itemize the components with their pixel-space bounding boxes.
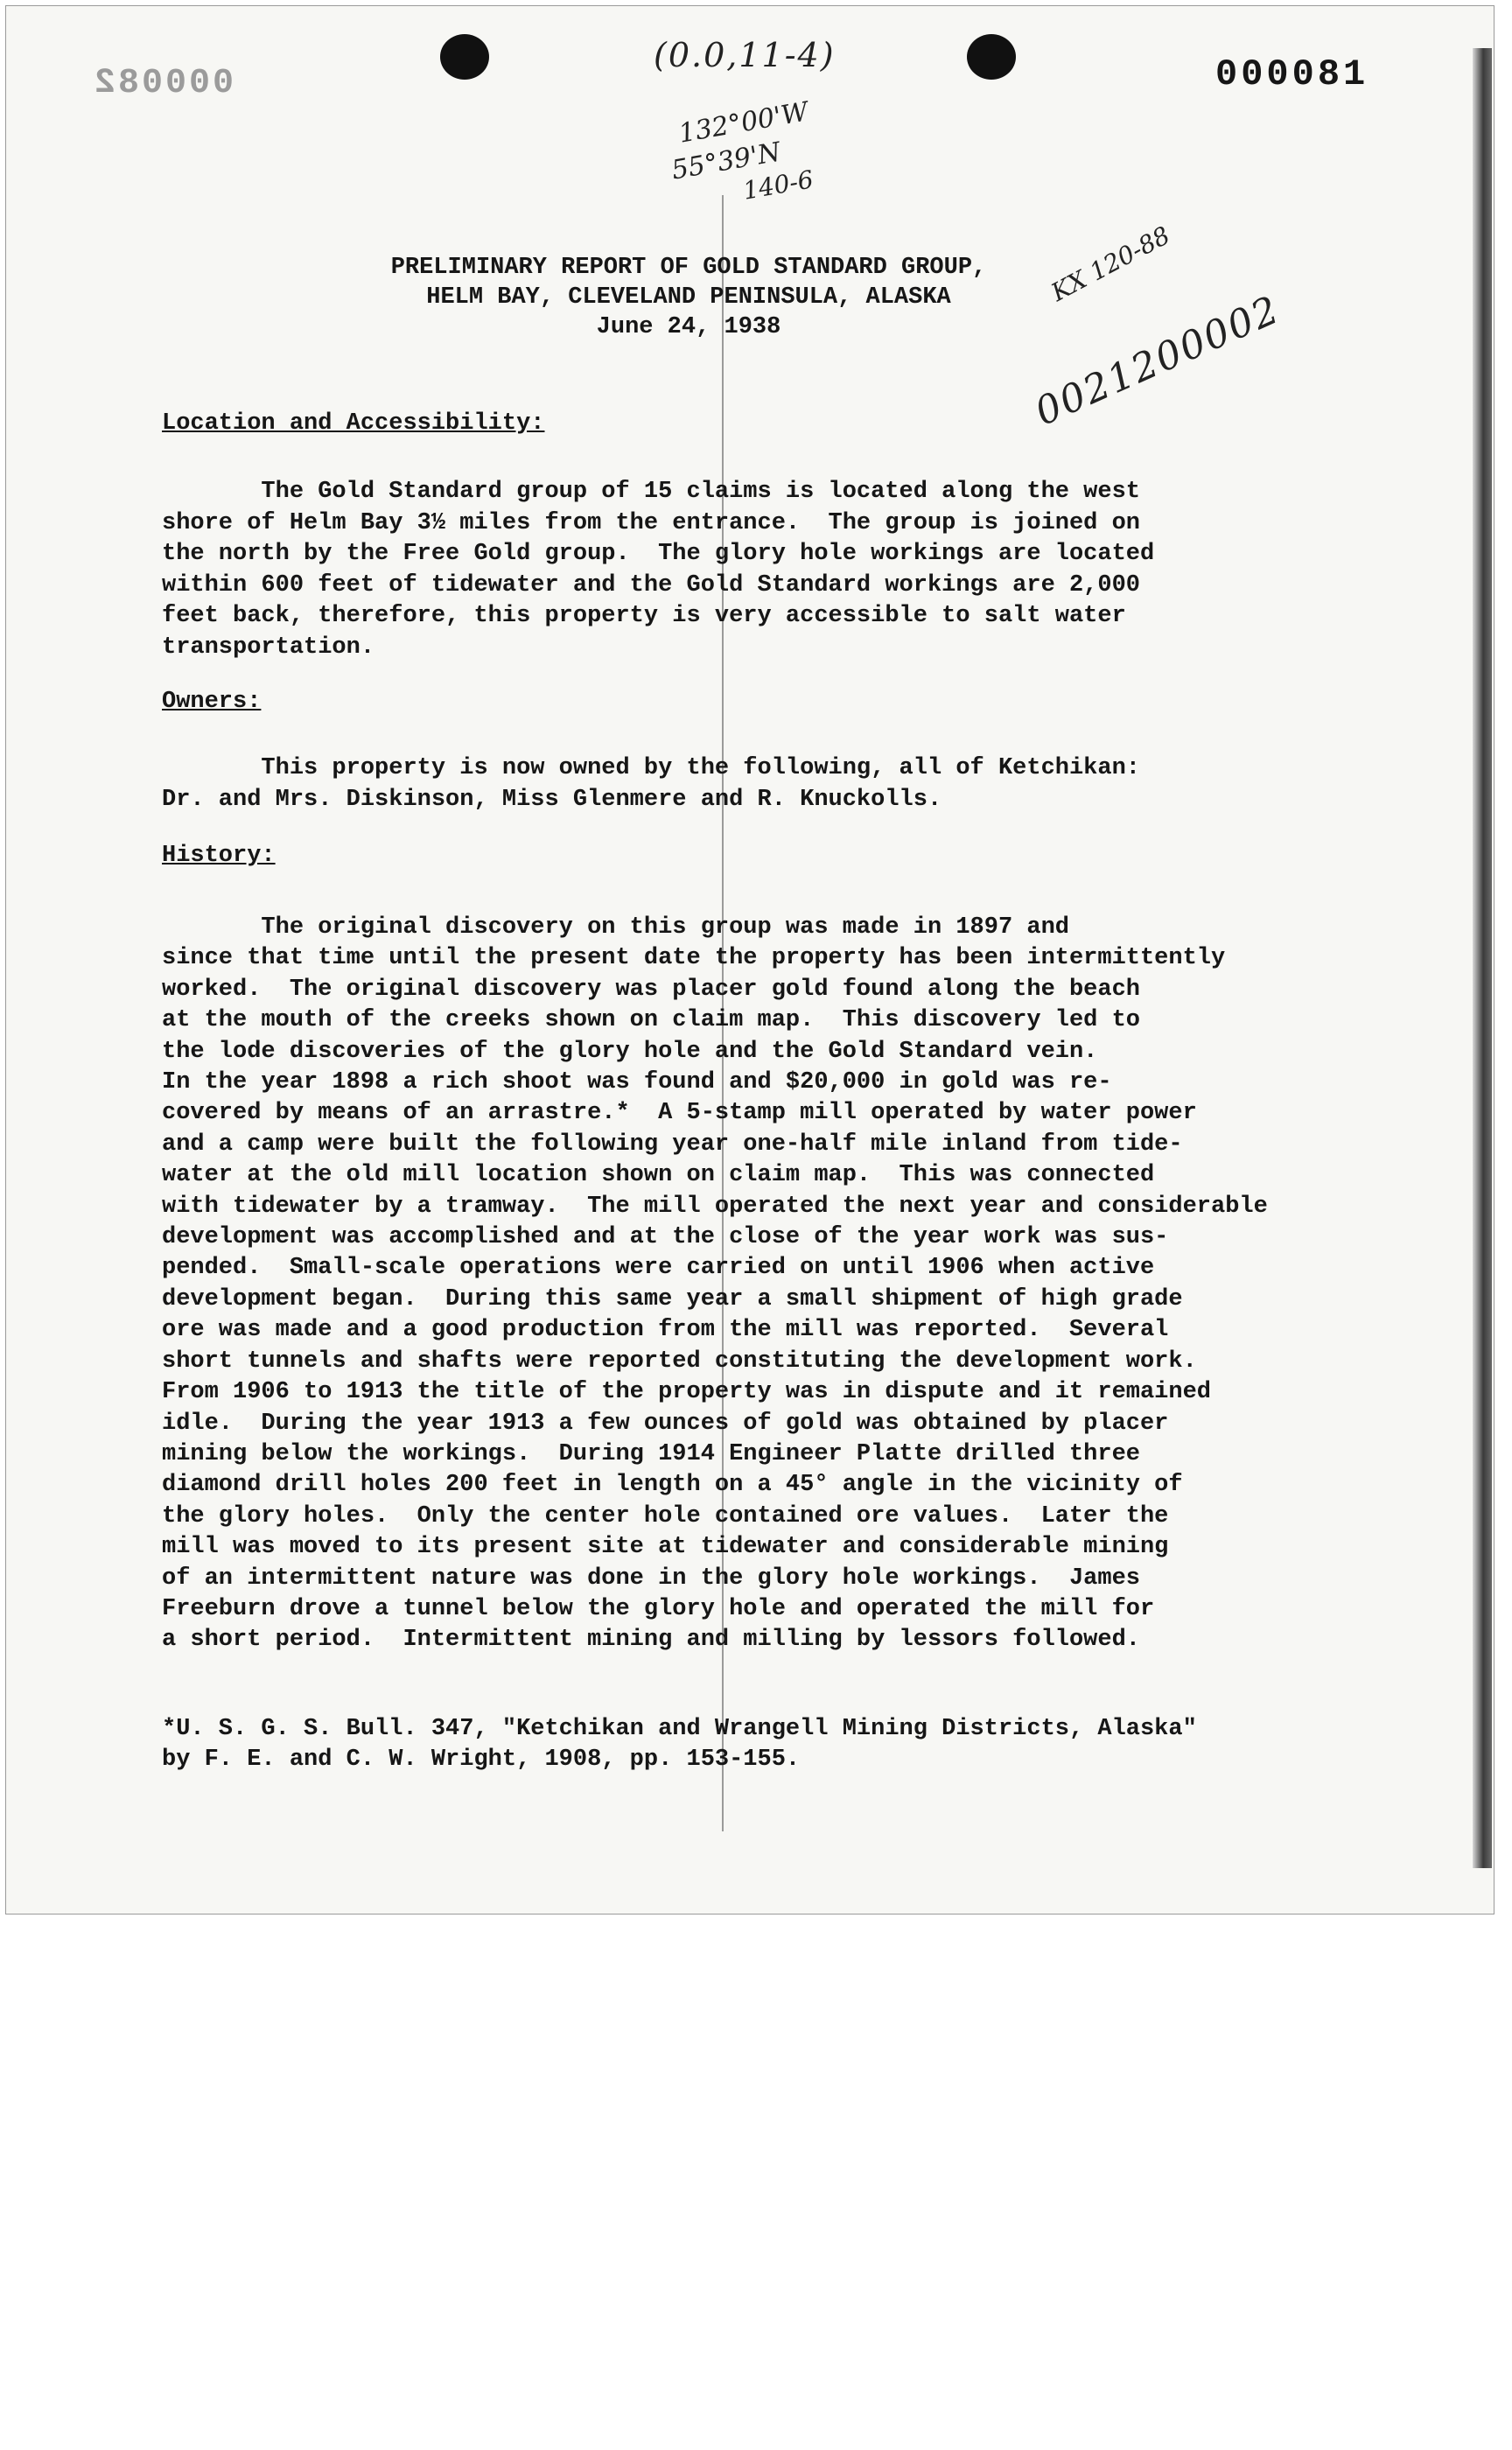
report-title xyxy=(295,253,1082,342)
text-line: since that time until the present date the property has been intermittently xyxy=(162,945,1226,972)
punch-hole-left xyxy=(440,34,489,80)
text-line: the north by the Free Gold group. The glory hole workings are located xyxy=(162,541,1155,567)
history-heading: History: xyxy=(162,843,276,869)
footnote-line: *U. S. G. S. Bull. 347, "Ketchikan and Wrangell Mining Districts, Alaska" xyxy=(162,1716,1197,1742)
report-date: June 24, 1938 xyxy=(596,314,781,340)
text-line: mining below the workings. During 1914 Engineer Platte drilled three xyxy=(162,1440,1140,1467)
owners-heading: Owners: xyxy=(162,689,262,715)
page-edge-shadow xyxy=(1473,48,1492,1868)
text-line: the lode discoveries of the glory hole and the Gold Standard vein. xyxy=(162,1038,1098,1065)
text-line: The Gold Standard group of 15 claims is located along the west xyxy=(162,479,1140,505)
text-line: In the year 1898 a rich shoot was found and $20,000 in gold was re- xyxy=(162,1069,1112,1096)
footnote xyxy=(162,1714,1404,1775)
text-line: within 600 feet of tidewater and the Gold Standard workings are 2,000 xyxy=(162,571,1140,598)
text-line: a short period. Intermittent mining and milling by lessors followed. xyxy=(162,1627,1140,1654)
bleed-through-number: 000082 xyxy=(92,64,234,103)
text-line: Dr. and Mrs. Diskinson, Miss Glenmere and R. Knuckolls. xyxy=(162,786,942,813)
handwritten-kx-code: KX 120-88 xyxy=(1046,220,1175,307)
text-line: development was accomplished and at the close of the year work was sus- xyxy=(162,1224,1169,1251)
text-line: transportation. xyxy=(162,634,375,661)
handwritten-latitude: 55°39'N xyxy=(668,136,783,186)
text-line: short tunnels and shafts were reported constituting the development work. xyxy=(162,1348,1197,1375)
text-line: pended. Small-scale operations were carried on until 1906 when active xyxy=(162,1255,1155,1282)
handwritten-file-number: 0021200002 xyxy=(1028,287,1287,435)
text-line: covered by means of an arrastre.* A 5-stamp mill operated by water power xyxy=(162,1100,1197,1127)
text-line: This property is now owned by the following, all of Ketchikan: xyxy=(162,755,1140,781)
handwritten-longitude: 132°00'W xyxy=(676,96,811,150)
text-line: water at the old mill location shown on claim map. This was connected xyxy=(162,1162,1155,1189)
text-line: mill was moved to its present site at tidewater and considerable mining xyxy=(162,1534,1169,1561)
text-line: development began. During this same year a small shipment of high grade xyxy=(162,1285,1183,1312)
handwritten-file-code: (0.0,11-4) xyxy=(654,36,836,74)
text-line: feet back, therefore, this property is very accessible to salt water xyxy=(162,603,1126,629)
text-line: of an intermittent nature was done in the glory hole workings. James xyxy=(162,1564,1140,1592)
text-line: The original discovery on this group was made in 1897 and xyxy=(162,914,1069,941)
text-line: shore of Helm Bay 3½ miles from the entrance. The group is joined on xyxy=(162,509,1140,536)
location-heading: Location and Accessibility: xyxy=(162,410,545,437)
title-subtitle-line: HELM BAY, CLEVELAND PENINSULA, ALASKA xyxy=(426,284,951,311)
text-line: and a camp were built the following year one-half mile inland from tide- xyxy=(162,1130,1183,1158)
text-line: worked. The original discovery was placer gold found along the beach xyxy=(162,976,1140,1003)
document-page xyxy=(5,5,1494,1914)
text-line: at the mouth of the creeks shown on claim map. This discovery led to xyxy=(162,1007,1140,1034)
text-line: idle. During the year 1913 a few ounces of gold was obtained by placer xyxy=(162,1410,1169,1437)
location-paragraph xyxy=(162,477,1404,663)
text-line: Freeburn drove a tunnel below the glory hole and operated the mill for xyxy=(162,1595,1155,1622)
title-line: PRELIMINARY REPORT OF GOLD STANDARD GROUP, xyxy=(390,255,987,281)
punch-hole-right xyxy=(967,34,1016,80)
document-number-stamp: 000081 xyxy=(1215,53,1369,95)
text-line: ore was made and a good production from the mill was reported. Several xyxy=(162,1317,1169,1344)
text-line: with tidewater by a tramway. The mill operated the next year and considerable xyxy=(162,1193,1268,1220)
handwritten-reference: 140-6 xyxy=(740,164,816,206)
owners-paragraph xyxy=(162,753,1404,816)
history-paragraph xyxy=(162,913,1404,1656)
text-line: diamond drill holes 200 feet in length on a 45° angle in the vicinity of xyxy=(162,1472,1183,1499)
footnote-line: by F. E. and C. W. Wright, 1908, pp. 153-155. xyxy=(162,1746,801,1773)
text-line: From 1906 to 1913 the title of the property was in dispute and it remained xyxy=(162,1379,1211,1406)
text-line: the glory holes. Only the center hole contained ore values. Later the xyxy=(162,1502,1169,1530)
